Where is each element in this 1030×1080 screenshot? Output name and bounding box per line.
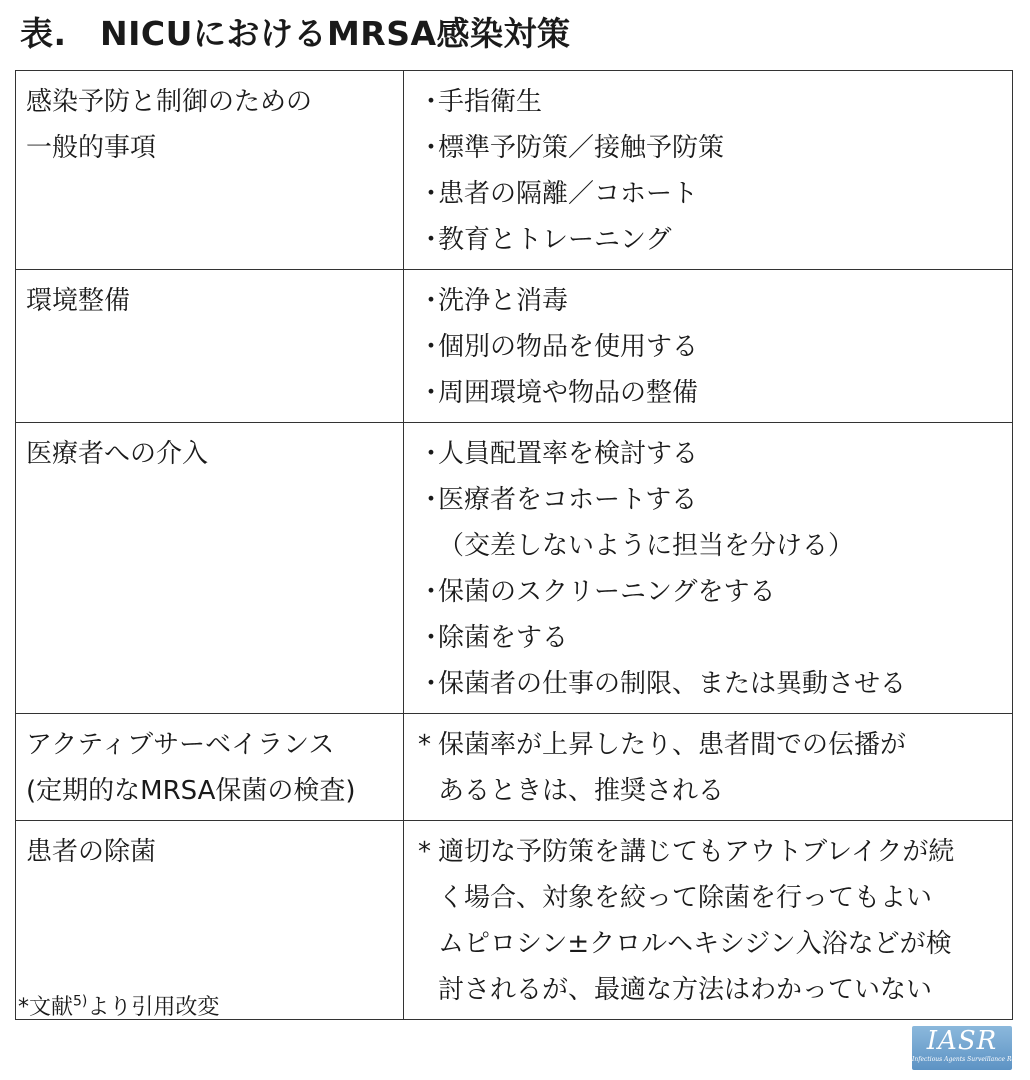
- bullet-marker: ・: [418, 485, 445, 515]
- measure-text: 個別の物品を使用する: [438, 332, 699, 362]
- measure-text: 保菌のスクリーニングをする: [438, 577, 776, 607]
- asterisk-marker: *: [418, 730, 431, 760]
- measure-item: [418, 171, 1002, 217]
- page-title: 表. NICUにおけるMRSA感染対策: [20, 14, 571, 53]
- measures-cell: [404, 270, 1013, 423]
- bullet-marker: ・: [418, 225, 445, 255]
- measure-text: 保菌率が上昇したり、患者間での伝播が: [438, 730, 907, 760]
- table-row: [16, 71, 1013, 270]
- bullet-marker: ・: [418, 378, 445, 408]
- bullet-marker: ・: [418, 133, 445, 163]
- footnote-prefix: *文献: [18, 995, 74, 1020]
- category-cell: [16, 71, 404, 270]
- measure-text: 周囲環境や物品の整備: [438, 378, 699, 408]
- measure-text-continued: あるときは、推奨される: [438, 776, 725, 806]
- measures-cell: [404, 714, 1013, 821]
- measure-item: [418, 615, 1002, 661]
- category-text: 患者の除菌: [26, 837, 157, 867]
- measure-item: [418, 217, 1002, 263]
- logo-main-text: IASR: [926, 1026, 998, 1056]
- measure-item: [418, 370, 1002, 416]
- measure-item: [418, 829, 1002, 875]
- measure-text: 人員配置率を検討する: [438, 439, 699, 469]
- measure-item: [418, 79, 1002, 125]
- measure-item: [418, 125, 1002, 171]
- measure-text: 標準予防策／接触予防策: [438, 133, 725, 163]
- measure-text-continued: く場合、対象を絞って除菌を行ってもよい: [438, 883, 933, 913]
- footnote: [18, 990, 219, 1021]
- bullet-marker: ・: [418, 577, 445, 607]
- category-text: 感染予防と制御のための: [26, 87, 313, 117]
- footnote-suffix: より引用改変: [87, 995, 220, 1020]
- measure-item: [418, 477, 1002, 523]
- table-row: [16, 714, 1013, 821]
- measure-text: 除菌をする: [438, 623, 569, 653]
- bullet-marker: ・: [418, 179, 445, 209]
- bullet-marker: ・: [418, 332, 445, 362]
- measure-text: 教育とトレーニング: [438, 225, 672, 255]
- iasr-logo: [912, 1026, 1028, 1070]
- bullet-marker: ・: [418, 623, 445, 653]
- measure-text-continued: ムピロシン±クロルヘキシジン入浴などが検: [438, 929, 952, 959]
- category-text: 環境整備: [26, 286, 131, 316]
- measure-text: 適切な予防策を講じてもアウトブレイクが続: [438, 837, 955, 867]
- measure-item: [418, 661, 1002, 707]
- measures-cell: [404, 71, 1013, 270]
- measure-text-continued: 討されるが、最適な方法はわかっていない: [438, 975, 933, 1005]
- category-text: 一般的事項: [26, 133, 157, 163]
- category-text: 医療者への介入: [26, 439, 209, 469]
- bullet-marker: ・: [418, 669, 445, 699]
- category-cell: [16, 423, 404, 714]
- measure-text: 医療者をコホートする: [438, 485, 698, 515]
- logo-sub-text: Infectious Agents Surveillance Report: [912, 1056, 1028, 1063]
- measure-item: [418, 278, 1002, 324]
- measure-text: 洗浄と消毒: [438, 286, 569, 316]
- table-row: [16, 270, 1013, 423]
- bullet-marker: ・: [418, 439, 445, 469]
- measures-cell: [404, 821, 1013, 1020]
- asterisk-marker: *: [418, 837, 431, 867]
- measure-item: [418, 324, 1002, 370]
- measure-text-continued: （交差しないように担当を分ける）: [438, 531, 855, 561]
- bullet-marker: ・: [418, 87, 445, 117]
- bullet-marker: ・: [418, 286, 445, 316]
- category-text: (定期的なMRSA保菌の検査): [26, 776, 356, 806]
- measure-item: [418, 431, 1002, 477]
- footnote-ref: 5): [73, 993, 88, 1010]
- measure-item: [418, 569, 1002, 615]
- category-cell: [16, 270, 404, 423]
- measure-item: [418, 722, 1002, 768]
- table-body: [16, 71, 1013, 1020]
- measure-text: 患者の隔離／コホート: [438, 179, 699, 209]
- measures-cell: [404, 423, 1013, 714]
- category-text: アクティブサーベイランス: [26, 730, 335, 760]
- mrsa-measures-table: [15, 70, 1013, 1020]
- measure-text: 保菌者の仕事の制限、または異動させる: [438, 669, 907, 699]
- category-cell: [16, 714, 404, 821]
- table-row: [16, 423, 1013, 714]
- measure-text: 手指衛生: [438, 87, 543, 117]
